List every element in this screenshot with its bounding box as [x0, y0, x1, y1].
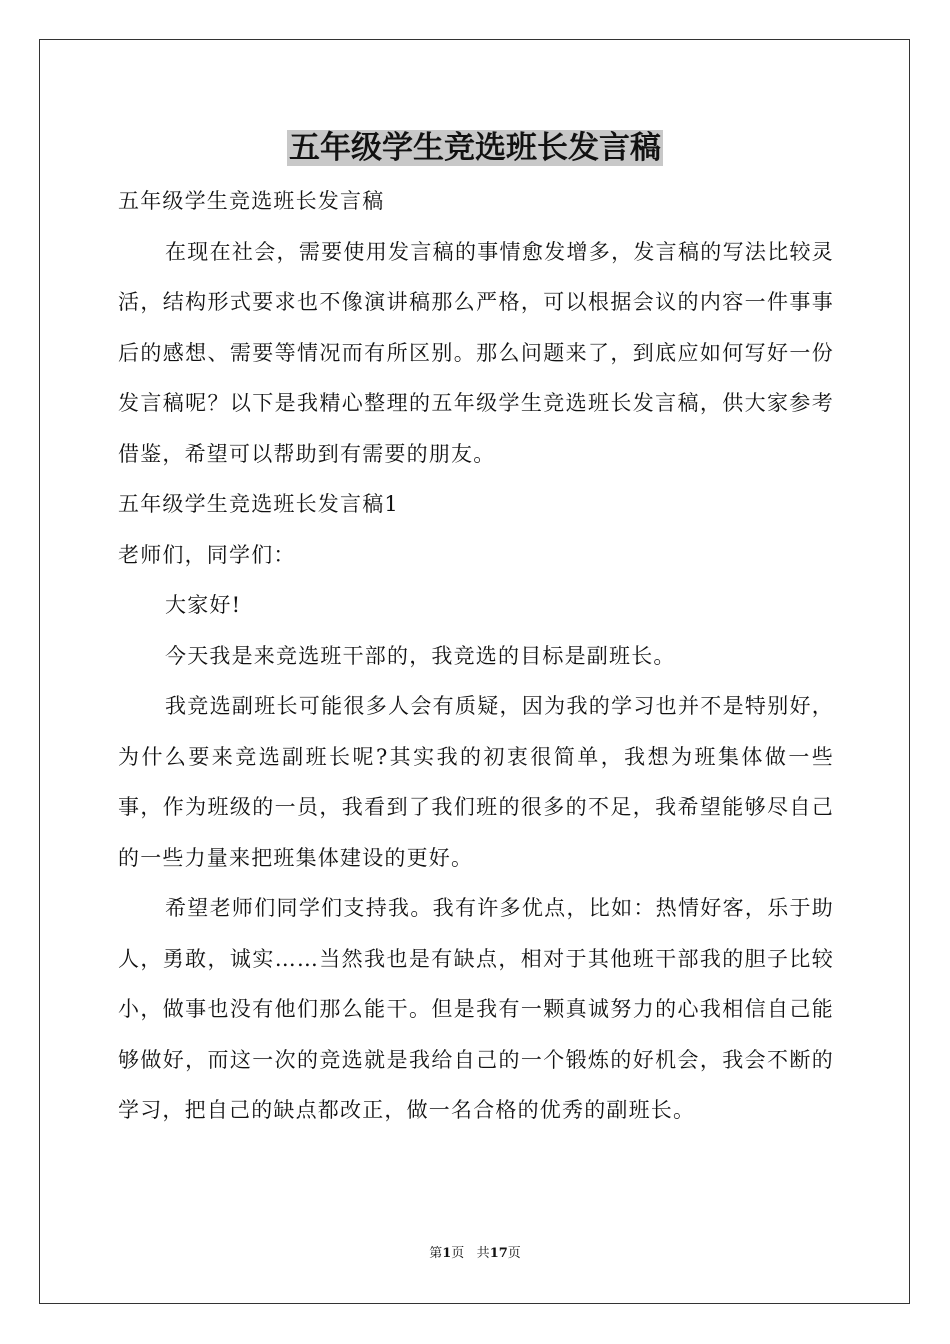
page-current: 1: [442, 1246, 452, 1261]
greeting: 大家好!: [165, 593, 242, 617]
page-prefix: 第: [429, 1246, 443, 1261]
document-body: [118, 176, 834, 1136]
page-suffix: 页: [451, 1246, 465, 1261]
body-paragraph-2: 我竞选副班长可能很多人会有质疑，因为我的学习也并不是特别好，为什么要来竞选副班长呢?其实我的初衷很简单，我想为班集体做一些事，作为班级的一员，我看到了我们班的很多的不足，我希望能够尽自己的一些力量来把班集体建设的更好。: [118, 694, 834, 870]
page-total: 17: [489, 1246, 508, 1261]
page-footer: [0, 1245, 950, 1263]
salutation: 老师们，同学们：: [118, 542, 296, 567]
intro-paragraph: 在现在社会，需要使用发言稿的事情愈发增多，发言稿的写法比较灵活，结构形式要求也不像演讲稿那么严格，可以根据会议的内容一件事事后的感想、需要等情况而有所区别。那么问题来了，到底应如何写好一份发言稿呢？以下是我精心整理的五年级学生竞选班长发言稿，供大家参考借鉴，希望可以帮助到有需要的朋友。: [118, 239, 834, 466]
body-paragraph-1: 今天我是来竞选班干部的，我竞选的目标是副班长。: [165, 643, 676, 668]
subtitle: 五年级学生竞选班长发言稿: [118, 189, 385, 213]
section-heading: 五年级学生竞选班长发言稿1: [118, 492, 399, 516]
total-prefix: 共: [476, 1246, 490, 1261]
body-paragraph-3: 希望老师们同学们支持我。我有许多优点，比如：热情好客，乐于助人，勇敢，诚实……当然我也是有缺点，相对于其他班干部我的胆子比较小，做事也没有他们那么能干。但是我有一颗真诚努力的心我相信自己能够做好，而这一次的竞选就是我给自己的一个锻炼的好机会，我会不断的学习，把自己的缺点都改正，做一名合格的优秀的副班长。: [118, 896, 834, 1122]
total-suffix: 页: [507, 1246, 521, 1261]
document-title: [0, 126, 950, 170]
document-title-text: 五年级学生竞选班长发言稿: [289, 130, 661, 166]
